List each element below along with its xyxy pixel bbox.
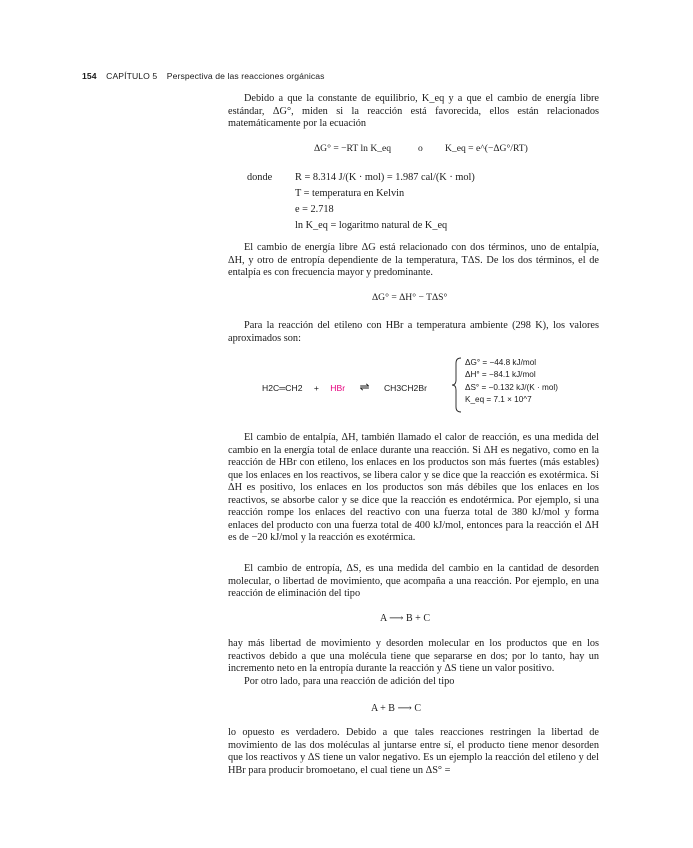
- product-bromoethane: CH3CH2Br: [383, 383, 427, 393]
- def-ln: ln K_eq = logaritmo natural de K_eq: [295, 220, 448, 231]
- thermo-values: [465, 357, 558, 406]
- running-header: [82, 71, 325, 81]
- page-number: 154: [82, 71, 97, 81]
- paragraph-6: hay más libertad de movimiento y desorden molecular en los productos que en los reactivos debido a que una molécula tiene que separarse en dos; por lo tanto, hay un incremento neto en la entropía durante la reacción y ΔS tiene un valor positivo.: [228, 638, 599, 674]
- paragraph-4: El cambio de entalpía, ΔH, también llamado el calor de reacción, es una medida del cambio en la energía total de enlace durante una reacción. Si ΔH es negativo, como en la reacción de HBr con etileno, los enlaces en los productos son más fuertes (más estables) que los enlaces en los reactivos, se libera calor y se dice que la reacción es exotérmica. Si ΔH es positivo, los enlaces en los productos son más débiles que los enlaces en los reactivos, se absorbe calor y se dice que la reacción es endotérmica. Por ejemplo, si una reacción rompe los enlaces del reactivo con una fuerza total de 380 kJ/mol y forma enlaces del producto con una fuerza total de 400 kJ/mol, entonces para la reacción el ΔH es de −20 kJ/mol y la reacción es exotérmica.: [228, 432, 599, 543]
- paragraph-8: lo opuesto es verdadero. Debido a que tales reacciones restringen la libertad de movimiento de las dos moléculas al juntarse entre sí, el producto tiene menor desorden que los reactivos y ΔS tiene un valor negativo. Es un ejemplo la reacción del etileno y del HBr para producir bromoetano, el cual tiene un ΔS° =: [228, 727, 599, 776]
- equation-keq: K_eq = e^(−ΔG°/RT): [445, 143, 528, 154]
- equation-addition: A + B ⟶ C: [371, 703, 421, 714]
- paragraph-7: Por otro lado, para una reacción de adición del tipo: [244, 676, 455, 687]
- def-e: e = 2.718: [295, 204, 334, 215]
- chapter-title: Perspectiva de las reacciones orgánicas: [166, 71, 325, 81]
- reactant-ethylene: H2C═CH2: [262, 383, 303, 393]
- equilibrium-arrow-icon: ⇌: [359, 380, 370, 394]
- paragraph-3: Para la reacción del etileno con HBr a temperatura ambiente (298 K), los valores aproximados son:: [228, 320, 599, 344]
- reaction-plus: +: [313, 383, 319, 393]
- equation-elimination: A ⟶ B + C: [380, 613, 430, 624]
- def-R: R = 8.314 J/(K · mol) = 1.987 cal/(K · mol): [295, 172, 475, 183]
- definitions-label: donde: [247, 172, 273, 183]
- paragraph-5: El cambio de entropía, ΔS, es una medida del cambio en la cantidad de desorden molecular, o libertad de movimiento, que acompaña a una reacción. Por ejemplo, en una reacción de eliminación del tipo: [228, 563, 599, 599]
- value-delta-g: ΔG° = −44.8 kJ/mol: [465, 358, 537, 367]
- paragraph-1: Debido a que la constante de equilibrio, K_eq y a que el cambio de energía libre estándar, ΔG°, miden si la reacción está favorecida, ellos están relacionados matemáticamente por la ecuación: [228, 93, 599, 129]
- equation-or: o: [418, 143, 423, 154]
- reaction-equation: [262, 380, 427, 394]
- value-keq: K_eq = 7.1 × 10^7: [465, 394, 532, 404]
- equation-gibbs: ΔG° = ΔH° − TΔS°: [372, 292, 448, 303]
- equation-free-energy: ΔG° = −RT ln K_eq: [314, 143, 392, 154]
- paragraph-2: El cambio de energía libre ΔG está relacionado con dos términos, uno de entalpía, ΔH, y otro de entropía dependiente de la temperatura, TΔS. De los dos términos, el de entalpía es con frecuencia mayor y predominante.: [228, 242, 599, 278]
- value-delta-s: ΔS° = −0.132 kJ/(K · mol): [465, 382, 558, 392]
- value-delta-h: ΔH° = −84.1 kJ/mol: [465, 370, 536, 380]
- brace-icon: [452, 357, 462, 413]
- reactant-hbr: HBr: [330, 383, 346, 393]
- definitions-list: [295, 170, 475, 234]
- def-T: T = temperatura en Kelvin: [295, 188, 405, 199]
- chapter-label: CAPÍTULO 5: [106, 71, 158, 81]
